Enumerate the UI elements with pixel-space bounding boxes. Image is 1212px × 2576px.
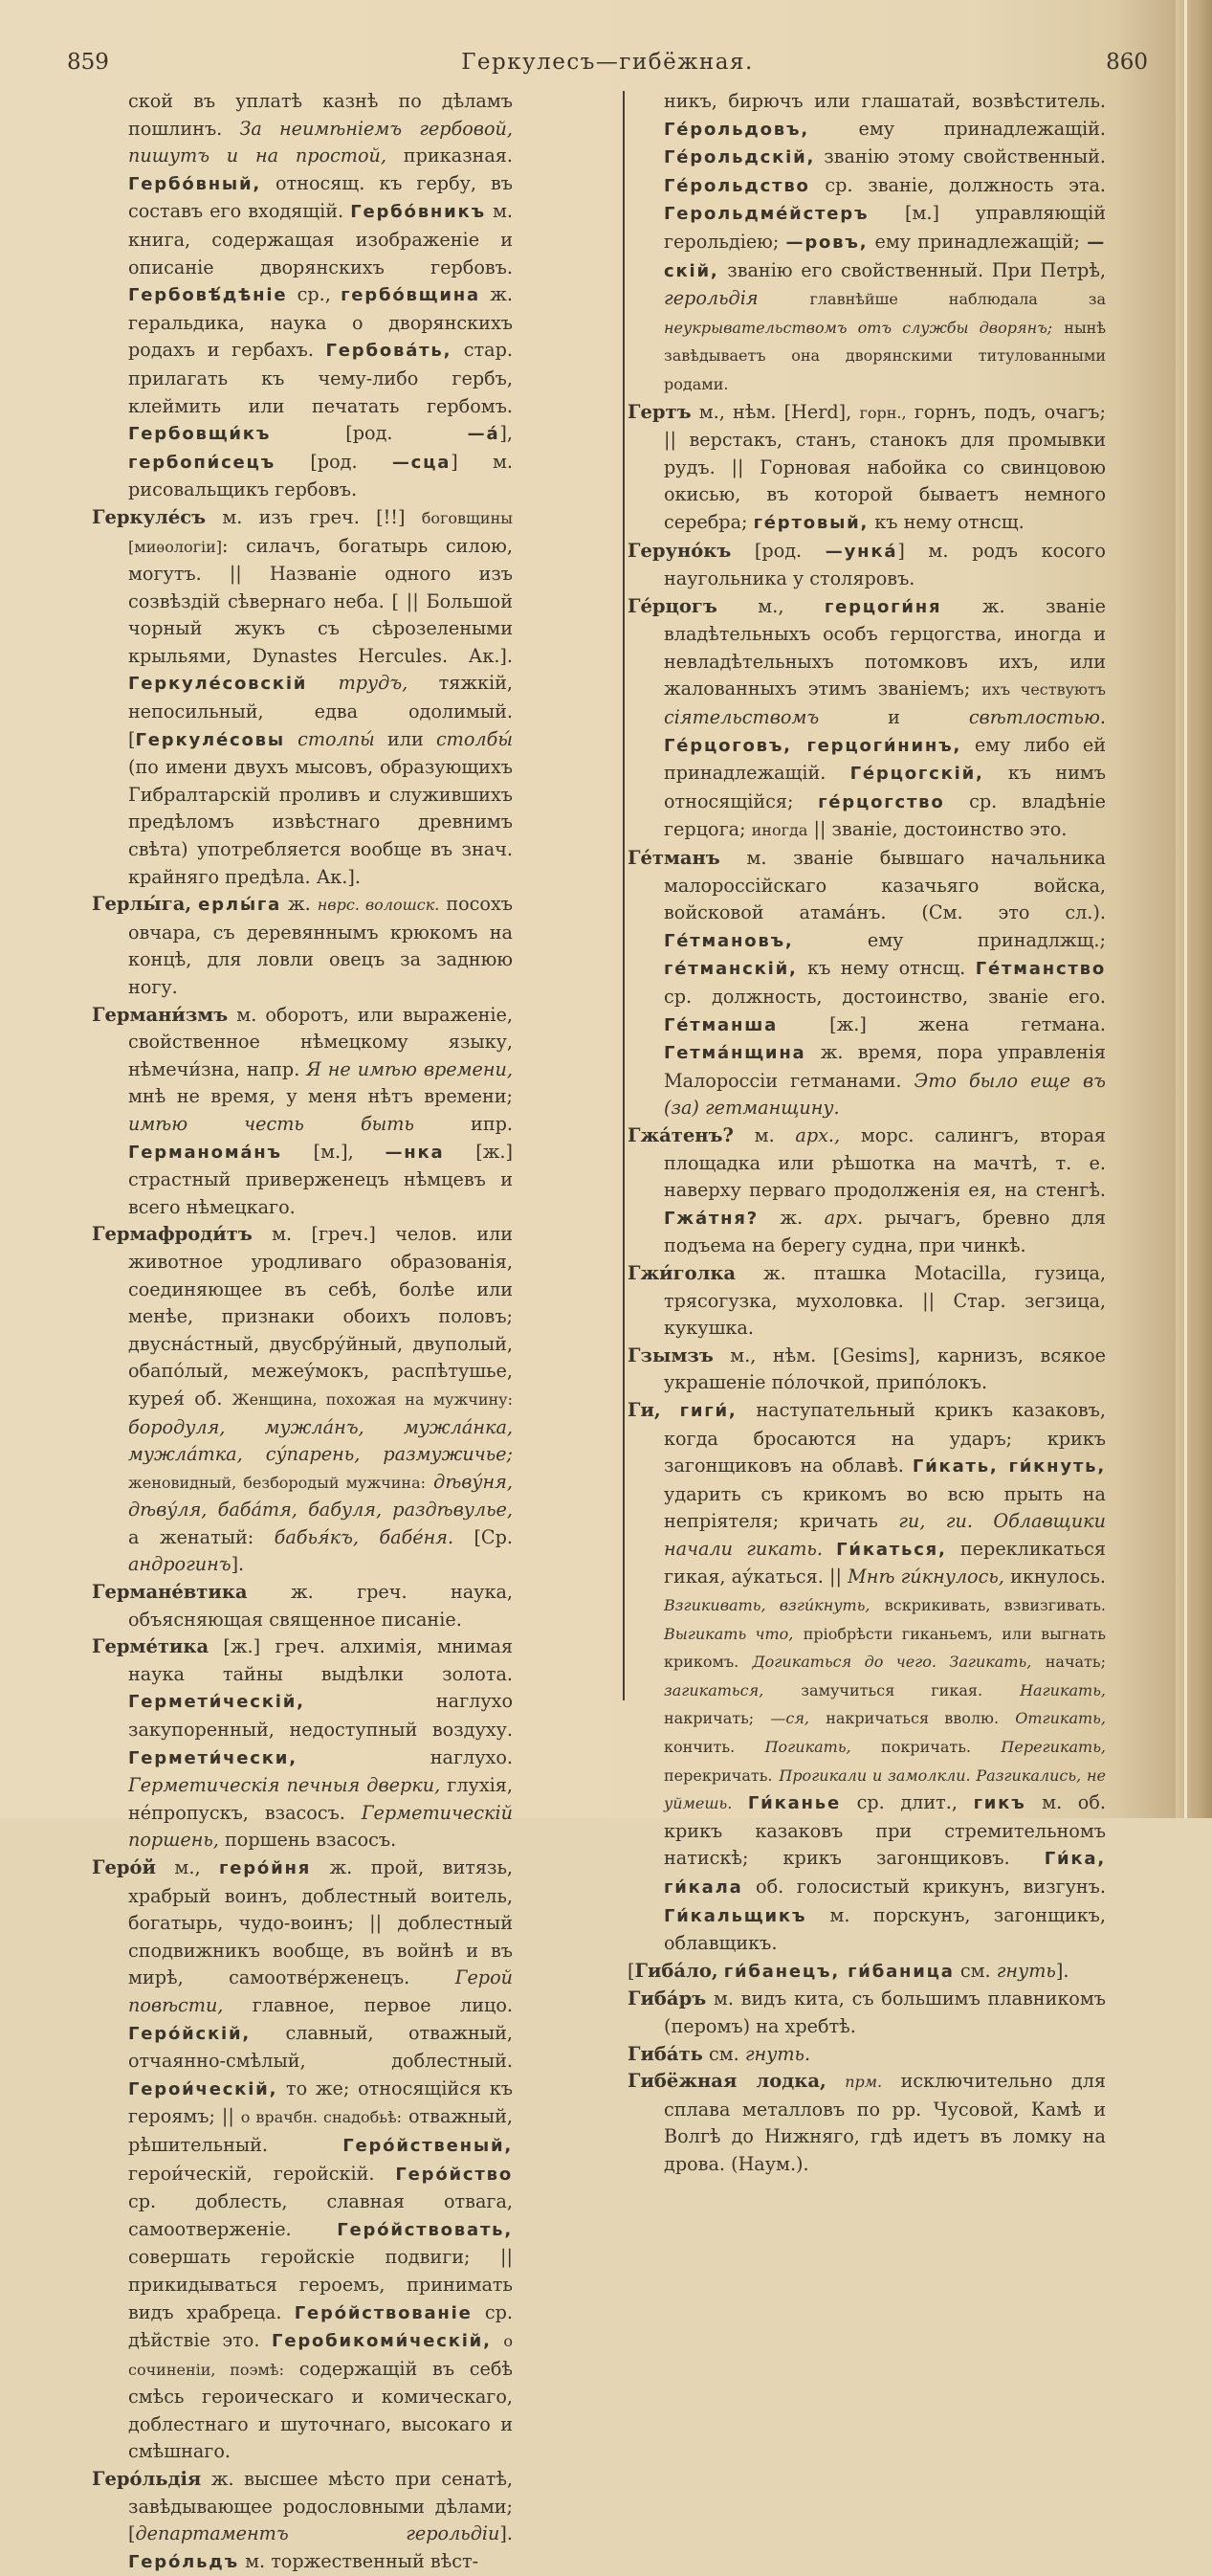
dictionary-entry: Геро́льдія ж. высшее мѣсто при сенатѣ, завѣдывающее родословными дѣлами; [департаментъ герольдіи]. Геро́льдъ м. торжественный вѣст- — [92, 2468, 513, 2572]
dictionary-entry: Герлы́га, ерлы́га ж. нврс. волошск. посохъ овчара, съ деревяннымъ крюкомъ на концѣ, для ловли овецъ за заднюю ногу. — [92, 893, 514, 998]
dictionary-entry: Гиба́ть см. гнуть. — [628, 2042, 811, 2065]
page-number-right: 860 — [1106, 50, 1148, 75]
dictionary-entry: Гибёжная лодка, прм. исключительно для сплава металловъ по рр. Чусовой, Камѣ и Волгѣ до Нижняго, гдѣ идетъ въ ломку на дрова. (Наум.). — [628, 2070, 1106, 2175]
dictionary-entry: Гертъ м., нѣм. [Herd], горн., горнъ, подъ, очагъ; || верстакъ, станъ, станокъ для промывки рудъ. || Горновая набойка со свинцовою окисью, въ которой бываетъ немного серебра; ге́ртовый, къ нему отнсщ. — [628, 400, 1106, 533]
dictionary-entry: Геруно́къ [род. —унка́] м. родъ косого наугольника у столяровъ. — [628, 539, 1106, 590]
dictionary-entry: Ге́рцогъ м., герцоги́ня ж. званіе владѣтельныхъ особъ герцогства, иногда и невладѣтельныхъ потомковъ ихъ, или жалованныхъ этимъ званіемъ; ихъ чествуютъ сіятельствомъ и свѣтлостью. Ге́рцоговъ, герцоги́нинъ, ему либо ей принадлежащій. Ге́рцогскій, къ нимъ относящійся; ге́рцогство ср. владѣніе герцога; иногда || званіе, достоинство это. — [628, 594, 1107, 841]
dictionary-entry: Германе́втика ж. греч. наука, объясняющая священное писаніе. — [92, 1581, 513, 1631]
left-column — [92, 88, 513, 2576]
dictionary-entry: Гжи́голка ж. пташка Motacilla, гузица, трясогузка, мухоловка. || Стар. зегзица, кукушка. — [628, 1261, 1106, 1340]
dictionary-entry: Геркуле́съ м. изъ греч. [!!] боговщины [миѳологіи]: силачъ, богатырь силою, могутъ. || Названіе одного изъ созвѣздій сѣвернаго неба. [ || Большой чорный жукъ съ сѣрозелеными крыльями, Dynastes Hercules. Ак.]. Геркуле́совскій трудъ, тяжкій, непосильный, едва одолимый. [Геркуле́совы столпы́ или столбы́ (по имени двухъ мысовъ, образующихъ Гибралтарскій проливъ и служившихъ предѣломъ извѣстнаго древнимъ свѣта) употребляется вообще въ знач. крайняго предѣла. Ак.]. — [92, 505, 513, 888]
page-edge-highlight — [1184, 0, 1187, 1818]
column-divider — [623, 91, 625, 1700]
dictionary-entry: Геро́й м., геро́йня ж. прой, витязь, храбрый воинъ, доблестный воитель, богатырь, чудо-воинъ; || доблестный сподвижникъ вообще, въ войнѣ и въ мирѣ, самоотве́рженецъ. Герой повѣсти, главное, первое лицо. Геро́йскій, славный, отважный, отчаянно-смѣлый, доблестный. Герои́ческій, то же; относящійся къ героямъ; || о врачбн. снадобьѣ: отважный, рѣшительный. Геро́йственый, герои́ческій, геройскій. Геро́йство ср. доблесть, славная отвага, самоотверженіе. Геро́йствовать, совершать геройскіе подвиги; || прикидываться героемъ, принимать видъ храбреца. Геро́йствованіе ср. дѣйствіе это. Геробикоми́ческій, о сочиненіи, поэмѣ: содержащій въ себѣ смѣсь героическаго и комическаго, доблестнаго и шуточнаго, высокаго и смѣшнаго. — [92, 1856, 514, 2463]
dictionary-entry: Гиба́ръ м. видъ кита, съ большимъ плавникомъ (перомъ) на хребтѣ. — [628, 1988, 1106, 2037]
page-number-left: 859 — [67, 50, 109, 75]
dictionary-entry: Гзымзъ м., нѣм. [Gesims], карнизъ, всякое украшеніе по́лочкой, припо́локъ. — [628, 1344, 1106, 1394]
entry-continuation: ской въ уплатѣ казнѣ по дѣламъ пошлинъ. За неимѣніемъ гербовой, пишутъ и на простой, приказная. Гербо́вный, относящ. къ гербу, въ составъ его входящій. Гербо́вникъ м. книга, содержащая изображеніе и описаніе дворянскихъ гербовъ. Гербовѣ́дѣніе ср., гербо́вщина ж. геральдика, наука о дворянскихъ родахъ и гербахъ. Гербова́ть, стар. прилагать къ чему-либо гербъ, клеймить или печатать гербомъ. Гербовщи́къ [род. —а́], гербопи́сецъ [род. —сца] м. рисовальщикъ гербовъ. — [128, 90, 513, 501]
running-title: Геркулесъ—гибёжная. — [461, 50, 754, 75]
running-header — [67, 50, 1148, 78]
right-column — [628, 88, 1106, 2179]
page-edge-shadow — [1176, 0, 1212, 1818]
dictionary-entry: Германи́змъ м. оборотъ, или выраженіе, свойственное нѣмецкому языку, нѣмечи́зна, напр. Я не имѣю времени, мнѣ не время, у меня нѣтъ времени; имѣю честь быть ипр. Германома́нъ [м.], —нка [ж.] страстный приверженецъ нѣмцевъ и всего нѣмецкаго. — [92, 1003, 513, 1218]
dictionary-entry: Гермафроди́тъ м. [греч.] челов. или животное уродливаго образованія, соединяющее въ себѣ, болѣе или менѣе, признаки обоихъ половъ; двусна́стный, двусбру́йный, двуполый, обапо́лый, межеу́мокъ, распѣтушье, курея́ об. Женщина, похожая на мужчину: бородуля, мужла́нъ, мужла́нка, мужла́тка, су́парень, размужичье; женовидный, безбородый мужчина: дѣву́ня, дѣву́ля, баба́тя, бабуля, раздѣвулье, а женатый: бабья́къ, бабе́ня. [Ср. андрогинъ]. — [92, 1223, 513, 1576]
entry-continuation: никъ, бирючъ или глашатай, возвѣститель. Ге́рольдовъ, ему принадлежащій. Ге́рольдскій, званію этому свойственный. Ге́рольдство ср. званіе, должность эта. Герольдме́йстеръ [м.] управляющій герольдіею; —ровъ, ему принадлежащій; —скій, званію его свойственный. При Петрѣ, герольдія главнѣйше наблюдала за неукрывательствомъ отъ службы дворянъ; нынѣ завѣдываетъ она дворянскими титулованными родами. — [664, 90, 1106, 393]
dictionary-entry: Ге́тманъ м. званіе бывшаго начальника малороссійскаго казачьяго войска, войсковой атама́нъ. (См. это сл.). Ге́тмановъ, ему принадлжщ.; ге́тманскій, къ нему отнсщ. Ге́тманство ср. должность, достоинство, званіе его. Ге́тманша [ж.] жена гетмана. Гетма́нщина ж. время, пора управленія Малороссіи гетманами. Это было еще въ (за) гетманщину. — [628, 847, 1106, 1120]
dictionary-entry: Герме́тика [ж.] греч. алхимія, мнимая наука тайны выдѣлки золота. Гермети́ческій, наглухо закупоренный, недоступный воздуху. Гермети́чески, наглухо. Герметическія печныя дверки, глухія, не́пропускъ, взасосъ. Герметическій поршень, поршень взасосъ. — [92, 1635, 513, 1852]
dictionary-entry: Ги, гиги́, наступательный крикъ казаковъ, когда бросаются на ударъ; крикъ загонщиковъ на облавѣ. Ги́кать, ги́кнуть, ударить съ крикомъ во всю прыть на непріятеля; кричать ги, ги. Облавщики начали гикать. Ги́каться, перекликаться гикая, ау́каться. || Мнѣ ги́кнулось, икнулось. Взгикивать, взги́кнуть, вскрикивать, взвизгивать. Выгикать что, пріобрѣсти гиканьемъ, или выгнать крикомъ. Догикаться до чего. Загикать, начать; загикаться, замучиться гикая. Нагикать, накричать; —ся, накричаться вволю. Отгикать, кончить. Погикать, покричать. Перегикать, перекричать. Прогикали и замолкли. Разгикались, не уймешь. Ги́канье ср. длит., гикъ м. об. крикъ казаковъ при стремительномъ натискѣ; крикъ загонщиковъ. Ги́ка, ги́кала об. голосистый крикунъ, визгунъ. Ги́кальщикъ м. порскунъ, загонщикъ, облавщикъ. — [628, 1398, 1107, 1955]
dictionary-entry: Гжа́тенъ? м. арх., морс. салингъ, вторая площадка или рѣшотка на мачтѣ, т. е. наверху перваго продолженія ея, на стенгѣ. Гжа́тня? ж. арх. рычагъ, бревно для подъема на берегу судна, при чинкѣ. — [628, 1123, 1106, 1257]
dictionary-entry: [Гиба́ло, ги́банецъ, ги́баница см. гнуть]. — [628, 1959, 1069, 1982]
